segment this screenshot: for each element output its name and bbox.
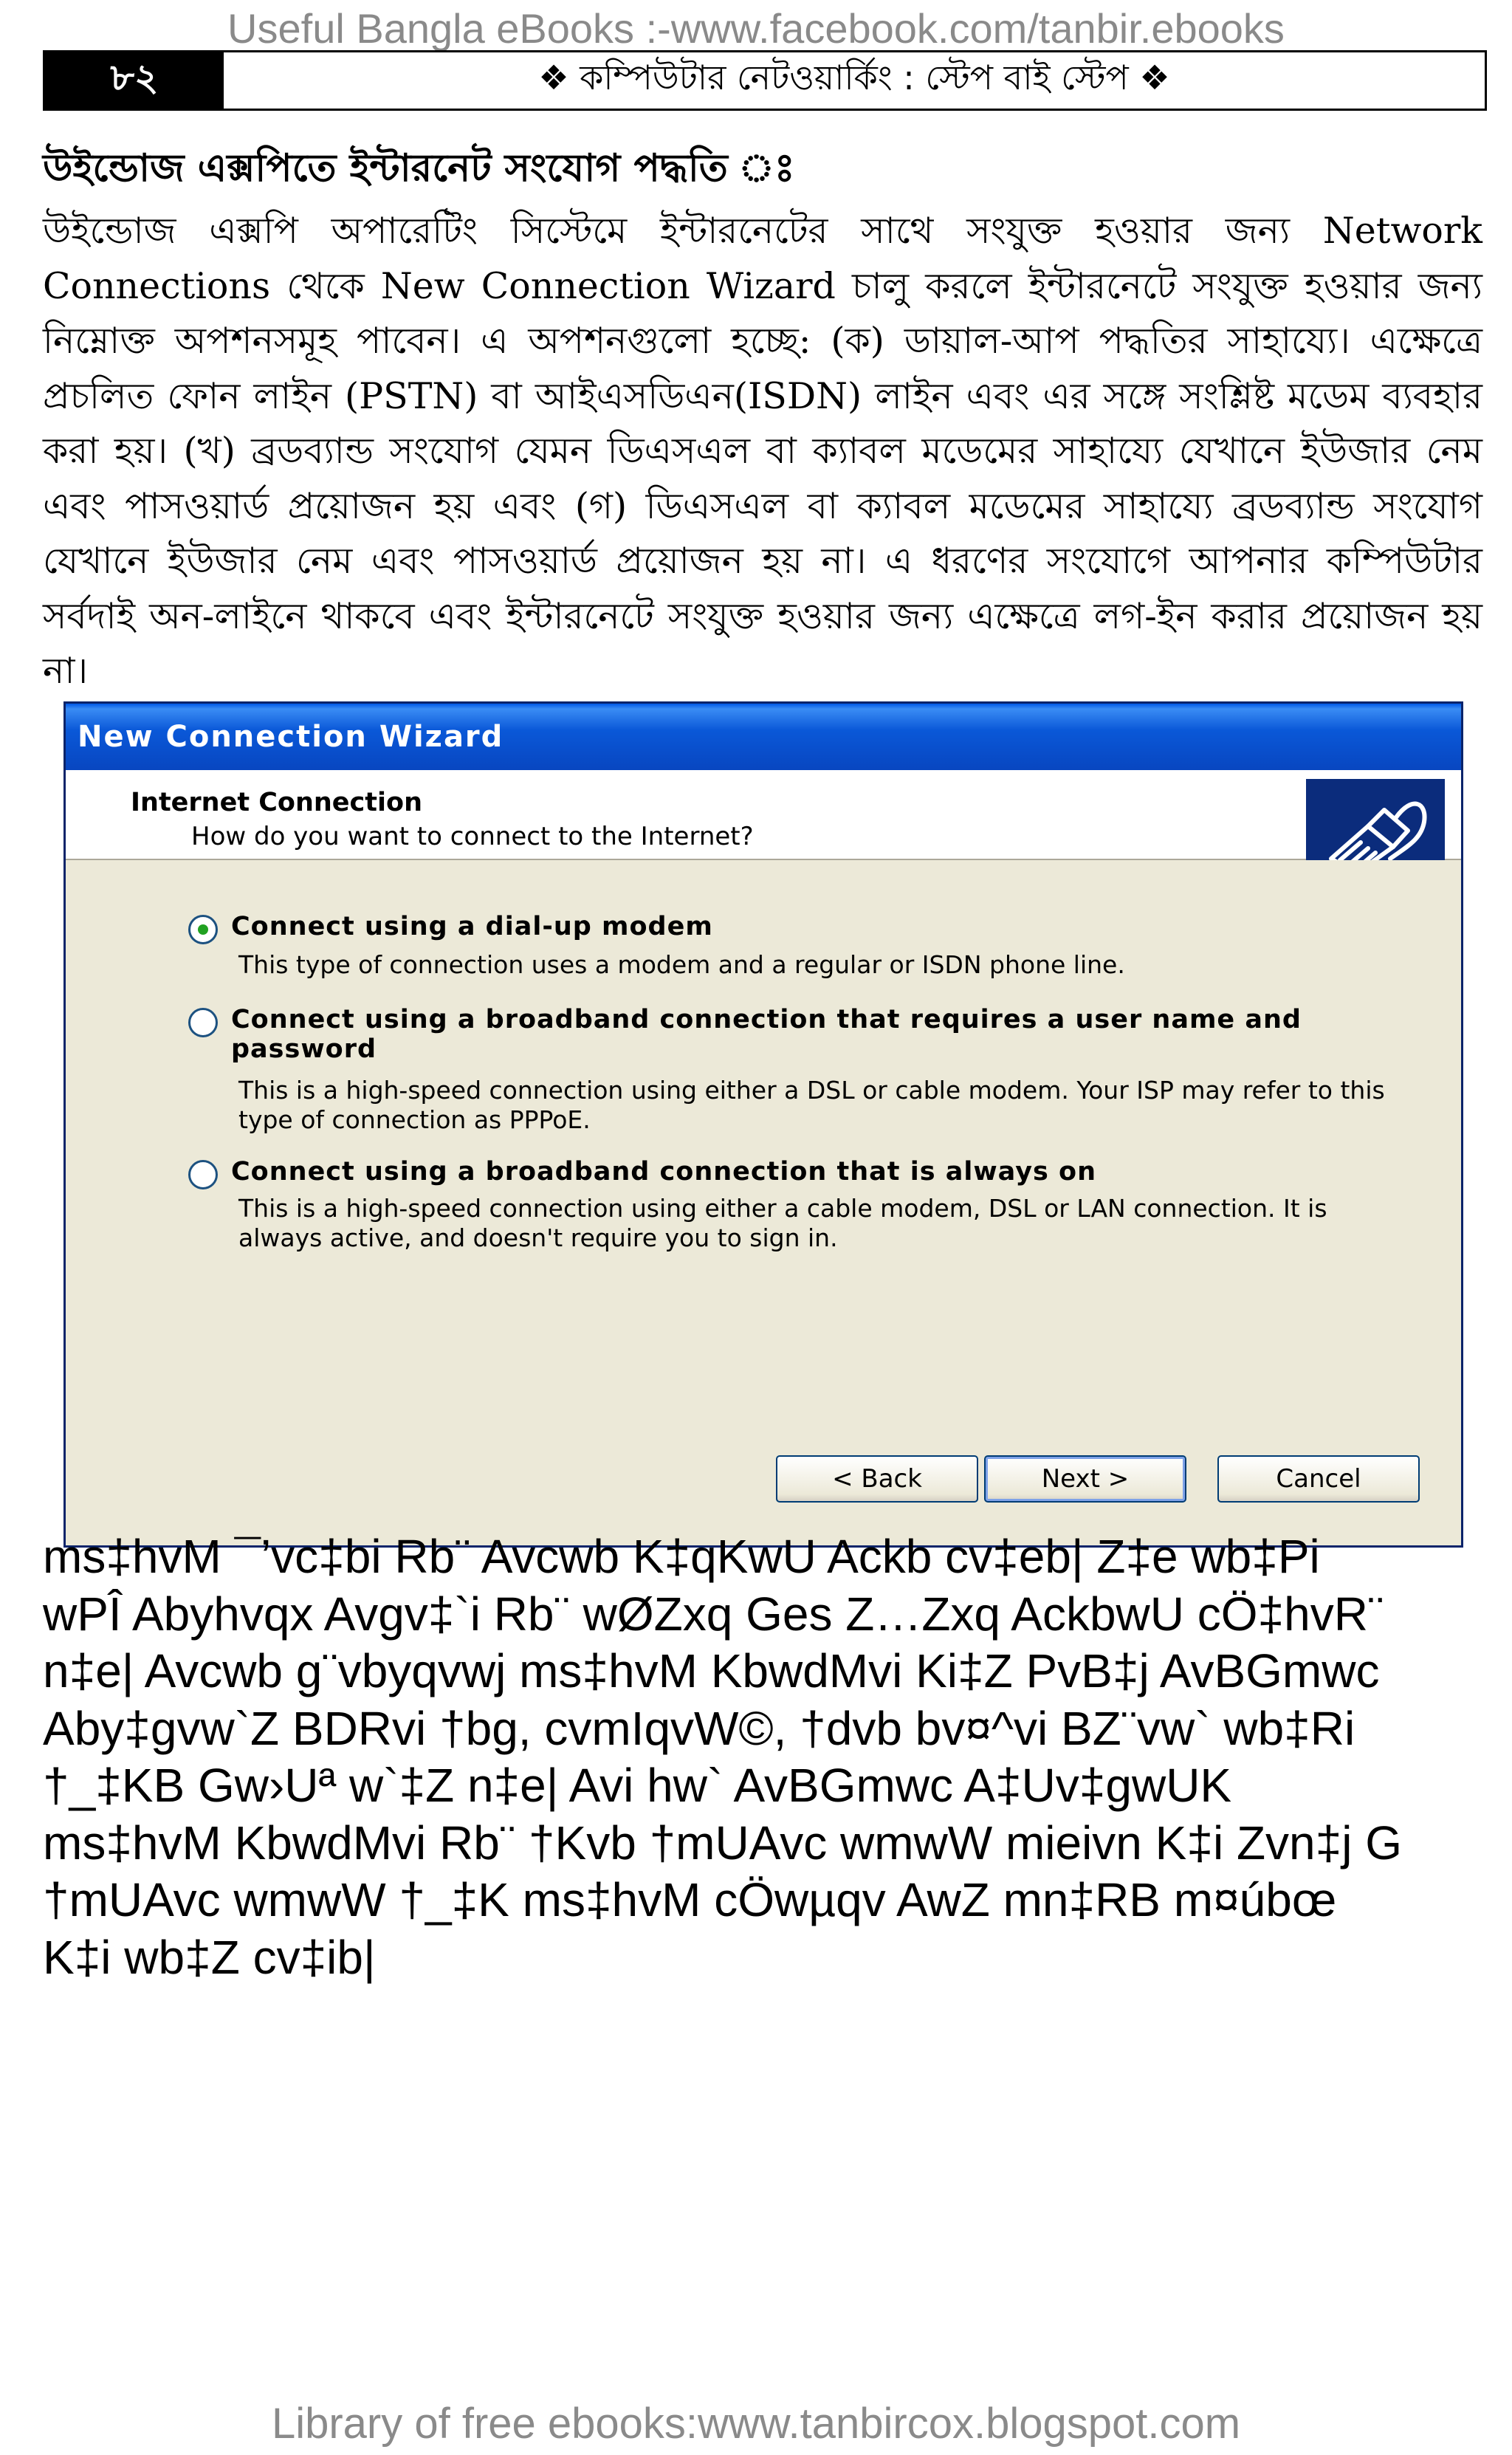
- dialog-title: New Connection Wizard: [78, 720, 504, 754]
- text-line: n‡e| Avcwb g¨vbyqvwj ms‡hvM KbwdMvi Ki‡Z PvB‡j AvBGmwc: [43, 1644, 1380, 1697]
- option-broadband-login-description: This is a high-speed connection using either a DSL or cable modem. Your ISP may refer to this type of connection as PPPoE.: [238, 1076, 1385, 1134]
- bottom-watermark: Library of free ebooks:www.tanbircox.blogspot.com: [271, 2400, 1241, 2448]
- option-broadband-login[interactable]: [188, 1005, 1414, 1135]
- top-watermark: Useful Bangla eBooks :-www.facebook.com/tanbir.ebooks: [227, 5, 1285, 52]
- legacy-encoded-paragraph: [43, 1528, 1490, 1986]
- radio-broadband-login[interactable]: [188, 1008, 218, 1037]
- text-line: †mUAvc wmwW †_‡K ms‡hvM cÖwµqv AwZ mn‡RB m¤úbœ: [43, 1873, 1337, 1926]
- text-line: ms‡hvM ¯’vc‡bi Rb¨ Avcwb K‡qKwU Ackb cv‡eb| Z‡e wb‡Pi: [43, 1530, 1320, 1583]
- banner-title: Internet Connection: [131, 788, 422, 817]
- option-broadband-login-label[interactable]: Connect using a broadband connection that requires a user name and password: [231, 1005, 1302, 1064]
- option-dialup-description: This type of connection uses a modem and a regular or ISDN phone line.: [238, 950, 1125, 979]
- dialog-title-bar[interactable]: [66, 704, 1461, 770]
- body-paragraph: [43, 204, 1482, 699]
- radio-broadband-always-on[interactable]: [188, 1160, 218, 1189]
- text-line: Aby‡gvw`Z BDRvi †bg, cvmIqvW©, †dvb bv¤^vi BZ¨vw` wb‡Ri: [43, 1701, 1355, 1755]
- cancel-button[interactable]: Cancel: [1217, 1455, 1420, 1503]
- text-line: ms‡hvM KbwdMvi Rb¨ †Kvb †mUAvc wmwW mieivn K‡i Zvn‡j G: [43, 1816, 1402, 1869]
- new-connection-wizard-dialog: [63, 701, 1463, 1548]
- running-title: ❖ কম্পিউটার নেটওয়ার্কিং : স্টেপ বাই স্টেপ ❖: [538, 58, 1170, 97]
- option-dialup[interactable]: [188, 912, 1414, 978]
- option-broadband-always-on[interactable]: [188, 1157, 1414, 1253]
- section-heading: উইন্ডোজ এক্সপিতে ইন্টারনেট সংযোগ পদ্ধতি ঃ: [43, 146, 795, 190]
- text-line: †_‡KB Gw›Uª w`‡Z n‡e| Avi hw` AvBGmwc A‡Uv‡gwUK: [43, 1759, 1232, 1812]
- text-line: wPÎ Abyhvqx Avgv‡`i Rb¨ wØZxq Ges Z…Zxq AckbwU cÖ‡hvR¨: [43, 1587, 1384, 1641]
- wizard-header-banner: [66, 770, 1461, 860]
- option-broadband-always-on-label[interactable]: Connect using a broadband connection that is always on: [231, 1157, 1097, 1187]
- paragraph-text: উইন্ডোজ এক্সপি অপারেটিং সিস্টেমে ইন্টারনেটের সাথে সংযুক্ত হওয়ার জন্য Network Connections থেকে New Connection Wizard চালু করলে ইন্টারনেটে সংযুক্ত হওয়ার জন্য নিম্নোক্ত অপশনসমূহ পাবেন। এ অপশনগুলো হচ্ছে: (ক) ডায়াল-আপ পদ্ধতির সাহায্যে। এক্ষেত্রে প্রচলিত ফোন লাইন (PSTN) বা আইএসডিএন(ISDN) লাইন এবং এর সঙ্গে সংশ্লিষ্ট মডেম ব্যবহার করা হয়। (খ) ব্রডব্যান্ড সংযোগ যেমন ডিএসএল বা ক্যাবল মডেমের সাহায্যে যেখানে ইউজার নেম এবং পাসওয়ার্ড প্রয়োজন হয় এবং (গ) ডিএসএল বা ক্যাবল মডেমের সাহায্যে ব্রডব্যান্ড সংযোগ যেখানে ইউজার নেম এবং পাসওয়ার্ড প্রয়োজন হয় না। এ ধরণের সংযোগে আপনার কম্পিউটার সর্বদাই অন-লাইনে থাকবে এবং ইন্টারনেটে সংযুক্ত হওয়ার জন্য এক্ষেত্রে লগ-ইন করার প্রয়োজন হয় না।: [43, 210, 1482, 692]
- text-line: K‡i wb‡Z cv‡ib|: [43, 1930, 376, 1984]
- banner-subtitle: How do you want to connect to the Internet?: [191, 822, 754, 851]
- back-button[interactable]: < Back: [776, 1455, 978, 1503]
- page-number: ৮২: [45, 52, 224, 109]
- radio-dialup[interactable]: [188, 915, 218, 944]
- option-broadband-always-on-description: This is a high-speed connection using either a cable modem, DSL or LAN connection. It is always active, and doesn't require you to sign in.: [238, 1194, 1327, 1252]
- next-button[interactable]: Next >: [984, 1455, 1186, 1503]
- page-header: [43, 50, 1487, 111]
- option-dialup-label[interactable]: Connect using a dial-up modem: [231, 912, 713, 941]
- dialog-body: [66, 860, 1461, 1545]
